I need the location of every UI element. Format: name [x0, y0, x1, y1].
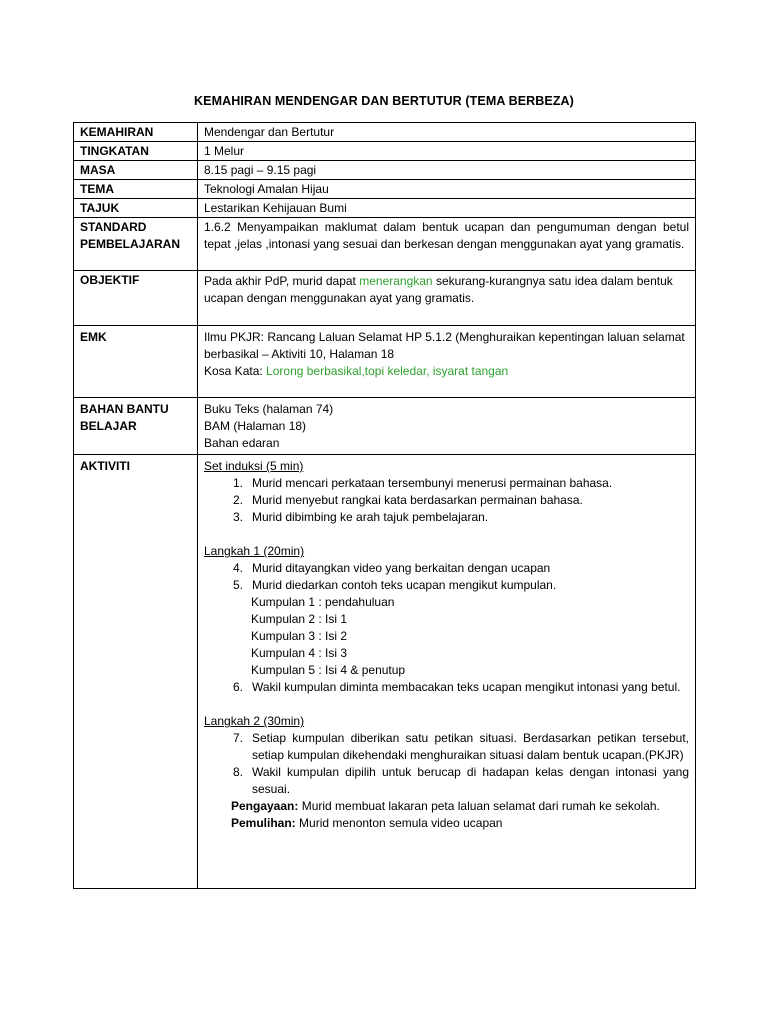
- row-bahan-bantu: [74, 398, 696, 455]
- value-tajuk: Lestarikan Kehijauan Bumi: [198, 199, 696, 218]
- row-tema: [74, 180, 696, 199]
- pengayaan-label: Pengayaan:: [231, 799, 299, 813]
- lesson-plan-table: [73, 122, 696, 889]
- value-tingkatan: 1 Melur: [198, 142, 696, 161]
- label-standard: [74, 218, 198, 271]
- value-bahan-bantu: [198, 398, 696, 455]
- label-standard-line-1: STANDARD: [80, 220, 147, 234]
- label-bahan-line-1: BAHAN BANTU: [80, 402, 169, 416]
- objektif-highlight: menerangkan: [359, 274, 433, 288]
- row-tajuk: [74, 199, 696, 218]
- langkah-1-heading: Langkah 1 (20min): [204, 544, 305, 558]
- step-text: Wakil kumpulan diminta membacakan teks ucapan mengikut intonasi yang betul.: [252, 680, 681, 694]
- label-masa: MASA: [74, 161, 198, 180]
- objektif-text-2: sekurang-kurangnya satu idea dalam bentuk ucapan dengan menggunakan ayat yang gramatis.: [204, 274, 673, 305]
- row-tingkatan: [74, 142, 696, 161]
- row-kemahiran: [74, 123, 696, 142]
- list-item: [204, 577, 689, 594]
- label-bahan-line-2: BELAJAR: [80, 419, 137, 433]
- step-text: Murid dibimbing ke arah tajuk pembelajaran.: [252, 510, 489, 524]
- langkah-2-heading: Langkah 2 (30min): [204, 714, 305, 728]
- pengayaan-text: Murid membuat lakaran peta laluan selamat dari rumah ke sekolah.: [298, 799, 660, 813]
- step-text: Murid diedarkan contoh teks ucapan mengikut kumpulan.: [252, 578, 557, 592]
- label-bahan-bantu: [74, 398, 198, 455]
- label-standard-line-2: PEMBELAJARAN: [80, 237, 181, 251]
- step-number: 2.: [232, 493, 243, 507]
- list-item: [204, 730, 689, 764]
- label-tajuk: TAJUK: [74, 199, 198, 218]
- row-masa: [74, 161, 696, 180]
- row-objektif: [74, 271, 696, 326]
- list-item: [204, 509, 689, 526]
- bahan-item: Buku Teks (halaman 74): [204, 402, 334, 416]
- value-aktiviti: [198, 455, 696, 889]
- value-objektif: [198, 271, 696, 326]
- kosa-kata-label: Kosa Kata:: [204, 364, 267, 378]
- step-text: Murid ditayangkan video yang berkaitan dengan ucapan: [252, 561, 551, 575]
- list-item: [204, 492, 689, 509]
- pengayaan-line: [204, 798, 689, 815]
- group-item: Kumpulan 4 : Isi 3: [251, 646, 348, 660]
- step-number: 4.: [232, 561, 243, 575]
- list-item: [204, 679, 689, 696]
- group-item: Kumpulan 2 : Isi 1: [251, 612, 348, 626]
- label-kemahiran: KEMAHIRAN: [74, 123, 198, 142]
- bahan-item: BAM (Halaman 18): [204, 419, 307, 433]
- bahan-item: Bahan edaran: [204, 436, 280, 450]
- label-objektif: OBJEKTIF: [74, 271, 198, 326]
- list-item: [204, 764, 689, 798]
- emk-line: Ilmu PKJR: Rancang Laluan Selamat HP 5.1.2 (Menghuraikan kepentingan laluan selamat berbasikal – Aktiviti 10, Halaman 18: [204, 330, 685, 361]
- row-emk: [74, 326, 696, 398]
- step-text: Wakil kumpulan dipilih untuk berucap di hadapan kelas dengan intonasi yang sesuai.: [252, 765, 689, 796]
- row-standard: [74, 218, 696, 271]
- step-number: 8.: [232, 765, 243, 779]
- emk-kosa-kata: [204, 363, 689, 380]
- list-item: [204, 475, 689, 492]
- step-text: Setiap kumpulan diberikan satu petikan situasi. Berdasarkan petikan tersebut, setiap kumpulan dikehendaki menghuraikan situasi dalam bentuk ucapan.(PKJR): [252, 731, 689, 762]
- value-emk: [198, 326, 696, 398]
- pemulihan-label: Pemulihan:: [231, 816, 296, 830]
- value-kemahiran: Mendengar dan Bertutur: [198, 123, 696, 142]
- value-masa: 8.15 pagi – 9.15 pagi: [198, 161, 696, 180]
- page-title: KEMAHIRAN MENDENGAR DAN BERTUTUR (TEMA BERBEZA): [194, 94, 574, 108]
- group-item: Kumpulan 3 : Isi 2: [251, 629, 348, 643]
- step-number: 1.: [232, 476, 243, 490]
- step-number: 6.: [232, 680, 243, 694]
- set-induksi-heading: Set induksi (5 min): [204, 459, 304, 473]
- label-tema: TEMA: [74, 180, 198, 199]
- value-tema: Teknologi Amalan Hijau: [198, 180, 696, 199]
- label-tingkatan: TINGKATAN: [74, 142, 198, 161]
- value-standard: 1.6.2 Menyampaikan maklumat dalam bentuk ucapan dan pengumuman dengan betul tepat ,jelas ,intonasi yang sesuai dan berkesan dengan menggunakan ayat yang gramatis.: [198, 218, 696, 271]
- step-text: Murid mencari perkataan tersembunyi menerusi permainan bahasa.: [252, 476, 613, 490]
- step-number: 5.: [232, 578, 243, 592]
- step-text: Murid menyebut rangkai kata berdasarkan permainan bahasa.: [252, 493, 583, 507]
- group-item: Kumpulan 1 : pendahuluan: [251, 595, 395, 609]
- label-emk: EMK: [74, 326, 198, 398]
- pemulihan-line: [204, 815, 689, 832]
- list-item: [204, 560, 689, 577]
- step-number: 3.: [232, 510, 243, 524]
- pemulihan-text: Murid menonton semula video ucapan: [295, 816, 503, 830]
- label-aktiviti: AKTIVITI: [74, 455, 198, 889]
- objektif-text-1: Pada akhir PdP, murid dapat: [204, 274, 360, 288]
- step-number: 7.: [232, 731, 243, 745]
- kosa-kata-value: Lorong berbasikal,topi keledar, isyarat tangan: [266, 364, 509, 378]
- group-item: Kumpulan 5 : Isi 4 & penutup: [251, 663, 406, 677]
- row-aktiviti: [74, 455, 696, 889]
